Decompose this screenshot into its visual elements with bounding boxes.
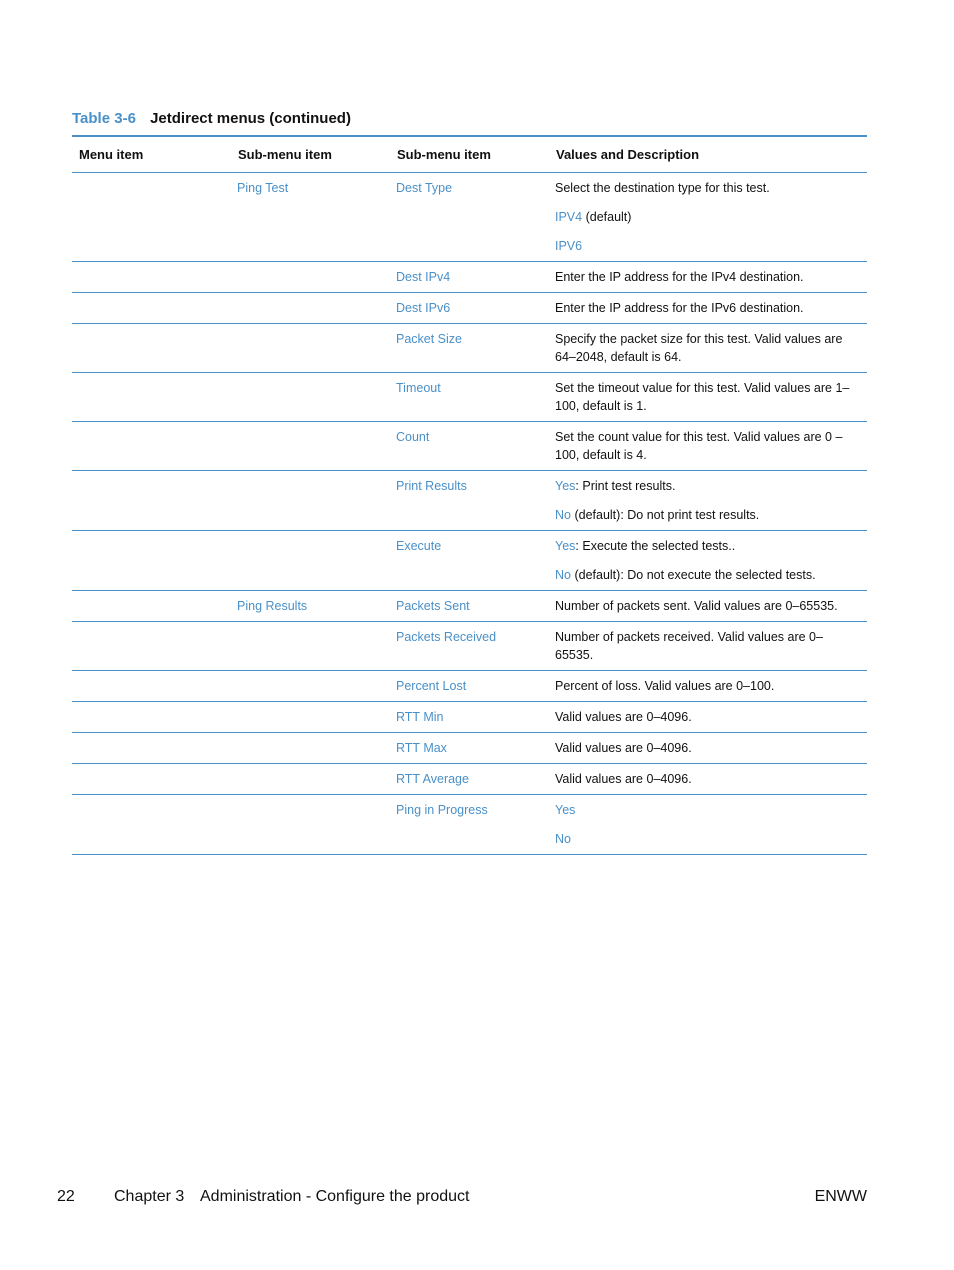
sub-menu-item-2-cell: [390, 671, 549, 702]
table-row: [72, 764, 867, 795]
sub-menu-link[interactable]: Timeout: [396, 381, 441, 395]
sub-menu-item-2-cell: [390, 293, 549, 324]
description-text: Valid values are 0–4096.: [555, 741, 692, 755]
sub-menu-item-cell: [231, 531, 390, 591]
description-text: Specify the packet size for this test. Valid values are 64–2048, default is 64.: [555, 332, 843, 364]
sub-menu-link[interactable]: Execute: [396, 539, 442, 553]
sub-menu-link[interactable]: Percent Lost: [396, 679, 467, 693]
sub-menu-item-2-cell: [390, 764, 549, 795]
menu-item-cell: [72, 293, 231, 324]
sub-menu-link[interactable]: Ping in Progress: [396, 803, 488, 817]
menu-item-cell: [72, 173, 231, 262]
menu-item-cell: [72, 671, 231, 702]
menu-item-cell: [72, 324, 231, 373]
header-values-description: Values and Description: [549, 136, 867, 173]
value-option-link[interactable]: Yes: [555, 803, 576, 817]
description-paragraph: [555, 506, 861, 524]
values-description-cell: [549, 733, 867, 764]
values-description-cell: [549, 293, 867, 324]
description-paragraph: [555, 739, 861, 757]
description-text: : Print test results.: [575, 479, 676, 493]
description-paragraph: [555, 830, 861, 848]
description-paragraph: [555, 677, 861, 695]
sub-menu-item-2-cell: [390, 795, 549, 855]
value-option-link[interactable]: No: [555, 508, 571, 522]
sub-menu-link[interactable]: Print Results: [396, 479, 467, 493]
sub-menu-link[interactable]: RTT Max: [396, 741, 447, 755]
values-description-cell: [549, 471, 867, 531]
values-description-cell: [549, 671, 867, 702]
sub-menu-item-cell: [231, 173, 390, 262]
description-text: Number of packets sent. Valid values are 0–65535.: [555, 599, 838, 613]
sub-menu-item-cell: [231, 764, 390, 795]
sub-menu-item-2-cell: [390, 531, 549, 591]
sub-menu-item-2-cell: [390, 262, 549, 293]
table-caption-title: Jetdirect menus (continued): [150, 110, 351, 127]
sub-menu-item-cell: [231, 591, 390, 622]
description-text: Enter the IP address for the IPv4 destination.: [555, 270, 804, 284]
description-text: Number of packets received. Valid values are 0–65535.: [555, 630, 823, 662]
description-paragraph: [555, 597, 861, 615]
table-row: [72, 622, 867, 671]
footer-section: Administration - Configure the product: [200, 1188, 470, 1205]
description-paragraph: [555, 566, 861, 584]
sub-menu-item-cell: [231, 373, 390, 422]
description-paragraph: [555, 268, 861, 286]
description-text: Percent of loss. Valid values are 0–100.: [555, 679, 775, 693]
menu-item-cell: [72, 262, 231, 293]
description-paragraph: [555, 628, 861, 664]
value-option-link[interactable]: IPV4: [555, 210, 583, 224]
table-row: [72, 795, 867, 855]
description-text: : Execute the selected tests..: [575, 539, 736, 553]
table-row: [72, 531, 867, 591]
sub-menu-link[interactable]: Ping Results: [237, 599, 308, 613]
header-menu-item: Menu item: [72, 136, 231, 173]
menu-item-cell: [72, 422, 231, 471]
sub-menu-item-cell: [231, 733, 390, 764]
value-option-link[interactable]: IPV6: [555, 239, 583, 253]
description-paragraph: [555, 708, 861, 726]
sub-menu-item-2-cell: [390, 471, 549, 531]
sub-menu-item-2-cell: [390, 591, 549, 622]
values-description-cell: [549, 422, 867, 471]
sub-menu-link[interactable]: RTT Average: [396, 772, 469, 786]
value-option-link[interactable]: Yes: [555, 479, 576, 493]
values-description-cell: [549, 702, 867, 733]
menu-item-cell: [72, 471, 231, 531]
description-text: (default): Do not execute the selected tests.: [570, 568, 816, 582]
sub-menu-link[interactable]: RTT Min: [396, 710, 444, 724]
values-description-cell: [549, 591, 867, 622]
footer-locale: ENWW: [814, 1188, 867, 1205]
sub-menu-link[interactable]: Packet Size: [396, 332, 463, 346]
description-paragraph: [555, 477, 861, 495]
value-option-link[interactable]: Yes: [555, 539, 576, 553]
values-description-cell: [549, 531, 867, 591]
table-row: [72, 471, 867, 531]
menu-item-cell: [72, 591, 231, 622]
sub-menu-item-2-cell: [390, 173, 549, 262]
description-text: (default): Do not print test results.: [570, 508, 760, 522]
description-text: Set the count value for this test. Valid values are 0 – 100, default is 4.: [555, 430, 843, 462]
header-sub-menu-item: Sub-menu item: [231, 136, 390, 173]
sub-menu-item-2-cell: [390, 702, 549, 733]
header-sub-menu-item-2: Sub-menu item: [390, 136, 549, 173]
table-row: [72, 373, 867, 422]
menu-item-cell: [72, 622, 231, 671]
description-text: Set the timeout value for this test. Valid values are 1–100, default is 1.: [555, 381, 850, 413]
sub-menu-item-2-cell: [390, 733, 549, 764]
menu-item-cell: [72, 702, 231, 733]
table-caption-label: Table 3-6: [72, 110, 136, 127]
description-paragraph: [555, 179, 861, 197]
description-paragraph: [555, 801, 861, 819]
sub-menu-link[interactable]: Ping Test: [237, 181, 289, 195]
value-option-link[interactable]: No: [555, 832, 571, 846]
sub-menu-item-2-cell: [390, 622, 549, 671]
description-paragraph: [555, 428, 861, 464]
table-caption: [72, 110, 351, 127]
values-description-cell: [549, 622, 867, 671]
sub-menu-item-2-cell: [390, 422, 549, 471]
table-row: [72, 173, 867, 262]
values-description-cell: [549, 262, 867, 293]
table-row: [72, 324, 867, 373]
values-description-cell: [549, 173, 867, 262]
description-paragraph: [555, 208, 861, 226]
values-description-cell: [549, 324, 867, 373]
sub-menu-item-cell: [231, 795, 390, 855]
sub-menu-item-cell: [231, 671, 390, 702]
sub-menu-item-2-cell: [390, 324, 549, 373]
table-row: [72, 262, 867, 293]
sub-menu-item-cell: [231, 262, 390, 293]
values-description-cell: [549, 373, 867, 422]
description-paragraph: [555, 537, 861, 555]
sub-menu-item-cell: [231, 293, 390, 324]
sub-menu-item-2-cell: [390, 373, 549, 422]
description-text: (default): [582, 210, 632, 224]
description-paragraph: [555, 379, 861, 415]
sub-menu-link[interactable]: Count: [396, 430, 430, 444]
description-text: Select the destination type for this test.: [555, 181, 770, 195]
menu-item-cell: [72, 531, 231, 591]
sub-menu-link[interactable]: Dest IPv4: [396, 270, 451, 284]
page-number: 22: [57, 1188, 75, 1205]
footer-chapter: Chapter 3: [114, 1188, 185, 1205]
menu-item-cell: [72, 733, 231, 764]
sub-menu-item-cell: [231, 622, 390, 671]
description-text: Enter the IP address for the IPv6 destination.: [555, 301, 804, 315]
table-body: [72, 173, 867, 855]
menu-item-cell: [72, 764, 231, 795]
description-paragraph: [555, 330, 861, 366]
sub-menu-item-cell: [231, 422, 390, 471]
table-header-row: [72, 136, 867, 173]
description-paragraph: [555, 770, 861, 788]
table-row: [72, 733, 867, 764]
sub-menu-link[interactable]: Packets Sent: [396, 599, 470, 613]
values-description-cell: [549, 795, 867, 855]
table-row: [72, 422, 867, 471]
description-paragraph: [555, 237, 861, 255]
menu-item-cell: [72, 373, 231, 422]
description-paragraph: [555, 299, 861, 317]
description-text: Valid values are 0–4096.: [555, 772, 692, 786]
sub-menu-item-cell: [231, 324, 390, 373]
value-option-link[interactable]: No: [555, 568, 571, 582]
values-description-cell: [549, 764, 867, 795]
menu-item-cell: [72, 795, 231, 855]
description-text: Valid values are 0–4096.: [555, 710, 692, 724]
sub-menu-link[interactable]: Packets Received: [396, 630, 497, 644]
table-row: [72, 671, 867, 702]
table-row: [72, 293, 867, 324]
table-row: [72, 591, 867, 622]
sub-menu-link[interactable]: Dest IPv6: [396, 301, 451, 315]
sub-menu-item-cell: [231, 702, 390, 733]
sub-menu-item-cell: [231, 471, 390, 531]
sub-menu-link[interactable]: Dest Type: [396, 181, 453, 195]
table-row: [72, 702, 867, 733]
jetdirect-menus-table: [72, 135, 867, 855]
